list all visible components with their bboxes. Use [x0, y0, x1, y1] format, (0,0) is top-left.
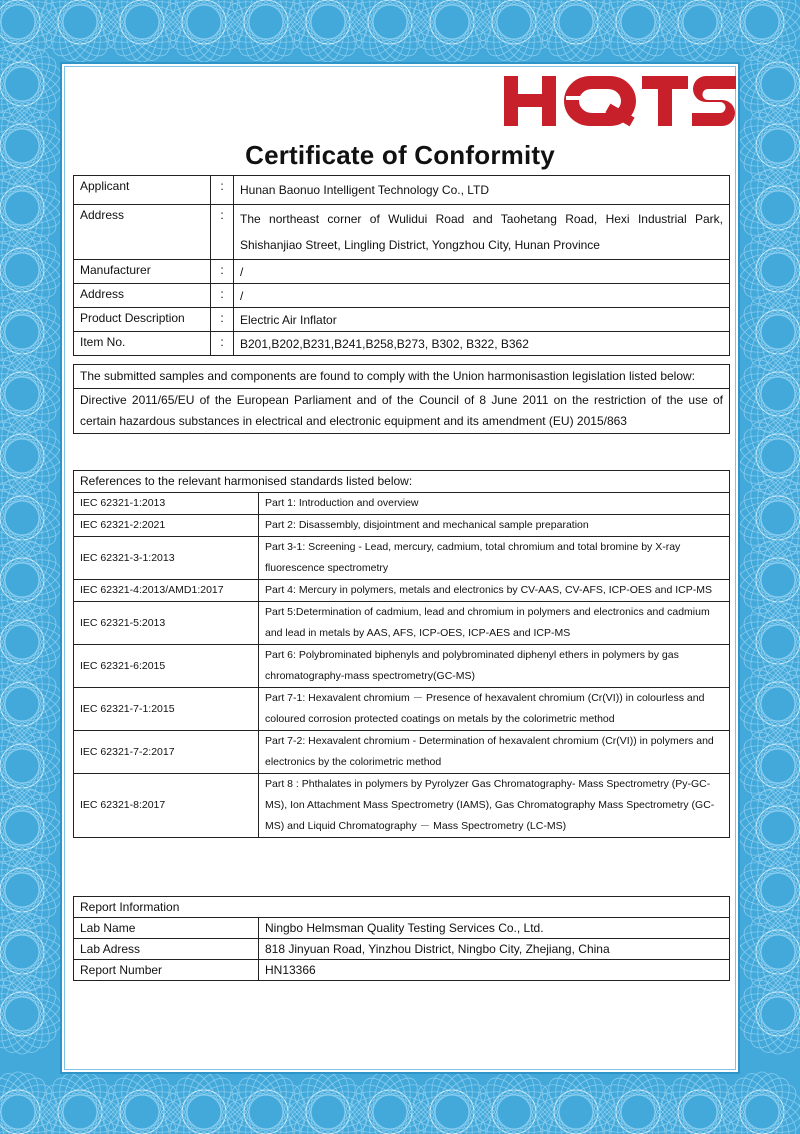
- lab-name-value: Ningbo Helmsman Quality Testing Services Co., Ltd.: [259, 918, 730, 939]
- lab-address-label: Lab Adress: [74, 939, 259, 960]
- table-row: [74, 493, 730, 515]
- manufacturer-address-label: Address: [74, 284, 211, 308]
- table-row: [74, 939, 730, 960]
- applicant-label: Applicant: [74, 176, 211, 205]
- standard-code: IEC 62321-7-2:2017: [74, 731, 259, 774]
- table-row: [74, 774, 730, 838]
- table-row: [74, 515, 730, 537]
- table-row: [74, 960, 730, 981]
- standard-description: Part 8 : Phthalates in polymers by Pyrolyzer Gas Chromatography- Mass Spectrometry (Py-GC-MS), Ion Attachment Mass Spectrometry (IAMS), Gas Chromatography Mass Spectrometry (GC-MS) and Liquid Chromatography － Mass Spectrometry (LC-MS): [259, 774, 730, 838]
- separator: :: [211, 332, 234, 356]
- table-row: [74, 332, 730, 356]
- table-row: [74, 308, 730, 332]
- standard-code: IEC 62321-6:2015: [74, 645, 259, 688]
- standard-code: IEC 62321-8:2017: [74, 774, 259, 838]
- standard-description: Part 2: Disassembly, disjointment and mechanical sample preparation: [259, 515, 730, 537]
- compliance-directive: Directive 2011/65/EU of the European Parliament and of the Council of 8 June 2011 on the restriction of the use of certain hazardous substances in electrical and electronic equipment and its amendment (EU) 2015/863: [74, 389, 730, 434]
- lab-name-label: Lab Name: [74, 918, 259, 939]
- standard-description: Part 6: Polybrominated biphenyls and polybrominated diphenyl ethers in polymers by gas chromatography-mass spectrometry(GC-MS): [259, 645, 730, 688]
- product-description-label: Product Description: [74, 308, 211, 332]
- compliance-intro: The submitted samples and components are found to comply with the Union harmonisastion legislation listed below:: [74, 365, 730, 389]
- report-info-table: [73, 896, 730, 981]
- item-no-value: B201,B202,B231,B241,B258,B273, B302, B322, B362: [234, 332, 730, 356]
- table-row: [74, 389, 730, 434]
- separator: :: [211, 308, 234, 332]
- separator: :: [211, 176, 234, 205]
- manufacturer-label: Manufacturer: [74, 260, 211, 284]
- standard-code: IEC 62321-4:2013/AMD1:2017: [74, 580, 259, 602]
- table-row: [74, 537, 730, 580]
- table-row: [74, 688, 730, 731]
- standard-description: Part 7-2: Hexavalent chromium - Determination of hexavalent chromium (Cr(VI)) in polymers and electronics by the colorimetric method: [259, 731, 730, 774]
- separator: :: [211, 284, 234, 308]
- manufacturer-value: /: [234, 260, 730, 284]
- table-row: [74, 580, 730, 602]
- standard-description: Part 7-1: Hexavalent chromium － Presence of hexavalent chromium (Cr(VI)) in colourless and coloured corrosion protected coatings on metals by the colorimetric method: [259, 688, 730, 731]
- table-row: [74, 918, 730, 939]
- table-row: [74, 205, 730, 260]
- report-number-label: Report Number: [74, 960, 259, 981]
- hqts-logo: [502, 74, 738, 128]
- report-number-value: HN13366: [259, 960, 730, 981]
- standard-code: IEC 62321-3-1:2013: [74, 537, 259, 580]
- separator: :: [211, 205, 234, 260]
- standard-description: Part 5:Determination of cadmium, lead and chromium in polymers and electronics and cadmium and lead in metals by AAS, AFS, ICP-OES, ICP-AES and ICP-MS: [259, 602, 730, 645]
- standards-table: [73, 470, 730, 838]
- standard-code: IEC 62321-7-1:2015: [74, 688, 259, 731]
- table-row: [74, 897, 730, 918]
- compliance-table: [73, 364, 730, 434]
- standards-header: References to the relevant harmonised standards listed below:: [74, 471, 730, 493]
- applicant-table: [73, 175, 730, 356]
- separator: :: [211, 260, 234, 284]
- table-row: [74, 176, 730, 205]
- table-row: [74, 365, 730, 389]
- product-description-value: Electric Air Inflator: [234, 308, 730, 332]
- item-no-label: Item No.: [74, 332, 211, 356]
- applicant-address-value: The northeast corner of Wulidui Road and Taohetang Road, Hexi Industrial Park, Shishanjiao Street, Lingling District, Yongzhou City, Hunan Province: [234, 205, 730, 260]
- hqts-logo-graphic: [502, 74, 738, 128]
- report-header: Report Information: [74, 897, 730, 918]
- table-row: [74, 471, 730, 493]
- table-row: [74, 284, 730, 308]
- standard-description: Part 4: Mercury in polymers, metals and electronics by CV-AAS, CV-AFS, ICP-OES and ICP-MS: [259, 580, 730, 602]
- manufacturer-address-value: /: [234, 284, 730, 308]
- table-row: [74, 731, 730, 774]
- lab-address-value: 818 Jinyuan Road, Yinzhou District, Ningbo City, Zhejiang, China: [259, 939, 730, 960]
- table-row: [74, 260, 730, 284]
- standard-code: IEC 62321-2:2021: [74, 515, 259, 537]
- table-row: [74, 602, 730, 645]
- standard-code: IEC 62321-1:2013: [74, 493, 259, 515]
- standard-description: Part 1: Introduction and overview: [259, 493, 730, 515]
- applicant-value: Hunan Baonuo Intelligent Technology Co., LTD: [234, 176, 730, 205]
- applicant-address-label: Address: [74, 205, 211, 260]
- standard-code: IEC 62321-5:2013: [74, 602, 259, 645]
- standard-description: Part 3-1: Screening - Lead, mercury, cadmium, total chromium and total bromine by X-ray fluorescence spectrometry: [259, 537, 730, 580]
- table-row: [74, 645, 730, 688]
- page-title: Certificate of Conformity: [245, 140, 555, 170]
